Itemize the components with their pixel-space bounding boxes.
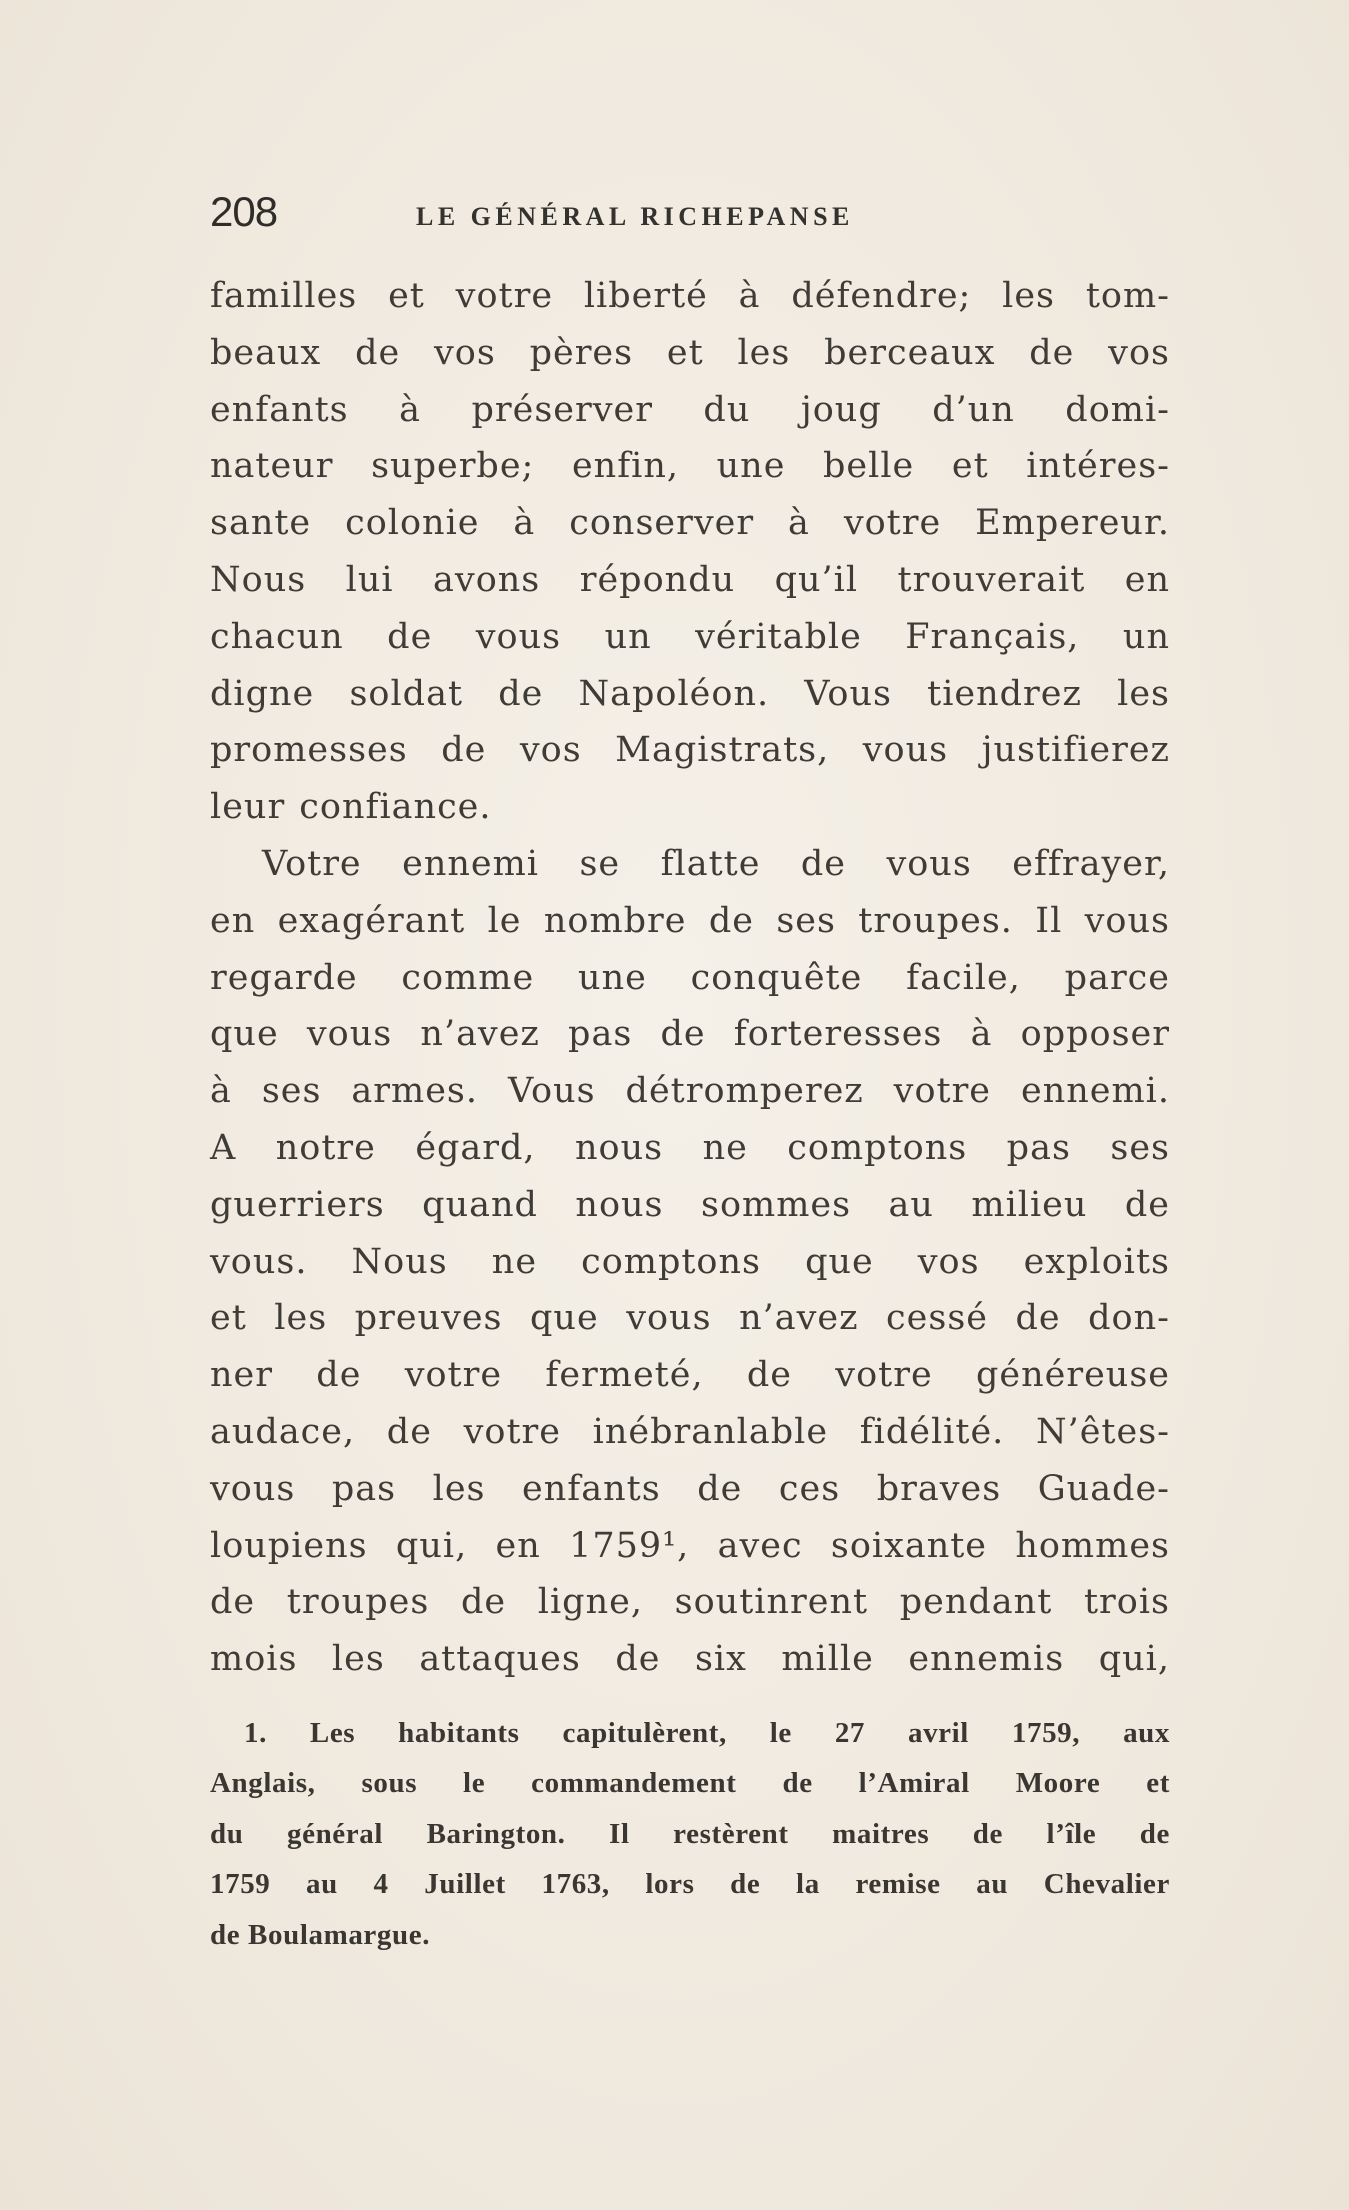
text-line: vous. Nous ne comptons que vos exploits <box>210 1241 1170 1282</box>
text-line: beaux de vos pères et les berceaux de vos <box>210 332 1170 373</box>
text-line: en exagérant le nombre de ses troupes. Il vous <box>210 900 1170 941</box>
text-line: digne soldat de Napoléon. Vous tiendrez les <box>210 673 1170 714</box>
running-head <box>210 188 1170 240</box>
text-line: audace, de votre inébranlable fidélité. N’êtes- <box>210 1411 1170 1452</box>
body-text <box>210 268 1170 1688</box>
text-line: chacun de vous un véritable Français, un <box>210 616 1170 657</box>
text-line: enfants à préserver du joug d’un domi- <box>210 389 1170 430</box>
text-line: A notre égard, nous ne comptons pas ses <box>210 1127 1170 1168</box>
text-line: que vous n’avez pas de forteresses à opposer <box>210 1014 1170 1055</box>
text-line: Nous lui avons répondu qu’il trouverait en <box>210 559 1170 600</box>
text-line: familles et votre liberté à défendre; les tom- <box>210 276 1170 316</box>
text-line: leur confiance. <box>210 787 492 828</box>
footnote-line: 1. Les habitants capitulèrent, le 27 avril 1759, aux <box>244 1716 1170 1749</box>
text-line: à ses armes. Vous détromperez votre ennemi. <box>210 1071 1170 1112</box>
page-number: 208 <box>210 188 278 235</box>
book-page <box>210 188 1170 1960</box>
text-line: guerriers quand nous sommes au milieu de <box>210 1184 1170 1225</box>
text-line: et les preuves que vous n’avez cessé de don- <box>210 1298 1170 1339</box>
text-line: sante colonie à conserver à votre Empereur. <box>210 503 1170 544</box>
text-line: ner de votre fermeté, de votre généreuse <box>210 1355 1170 1396</box>
text-line: de troupes de ligne, soutinrent pendant trois <box>210 1582 1170 1623</box>
footnote-line: de Boulamargue. <box>210 1918 431 1951</box>
footnote <box>210 1708 1170 1961</box>
text-line: loupiens qui, en 1759¹, avec soixante hommes <box>210 1525 1170 1566</box>
text-line: nateur superbe; enfin, une belle et intéres- <box>210 446 1170 487</box>
running-title: LE GÉNÉRAL RICHEPANSE <box>416 202 854 231</box>
footnote-line: 1759 au 4 Juillet 1763, lors de la remise au Chevalier <box>210 1868 1170 1901</box>
text-line: Votre ennemi se flatte de vous effrayer, <box>262 843 1170 884</box>
paragraph-1 <box>210 268 1170 836</box>
text-line: mois les attaques de six mille ennemis qui, <box>210 1639 1170 1680</box>
footnote-line: du général Barington. Il restèrent maitres de l’île de <box>210 1817 1170 1850</box>
footnote-line: Anglais, sous le commandement de l’Amiral Moore et <box>210 1767 1170 1800</box>
text-line: regarde comme une conquête facile, parce <box>210 957 1170 998</box>
text-line: promesses de vos Magistrats, vous justifierez <box>210 730 1170 771</box>
text-line: vous pas les enfants de ces braves Guade- <box>210 1468 1170 1509</box>
paragraph-2 <box>210 836 1170 1688</box>
